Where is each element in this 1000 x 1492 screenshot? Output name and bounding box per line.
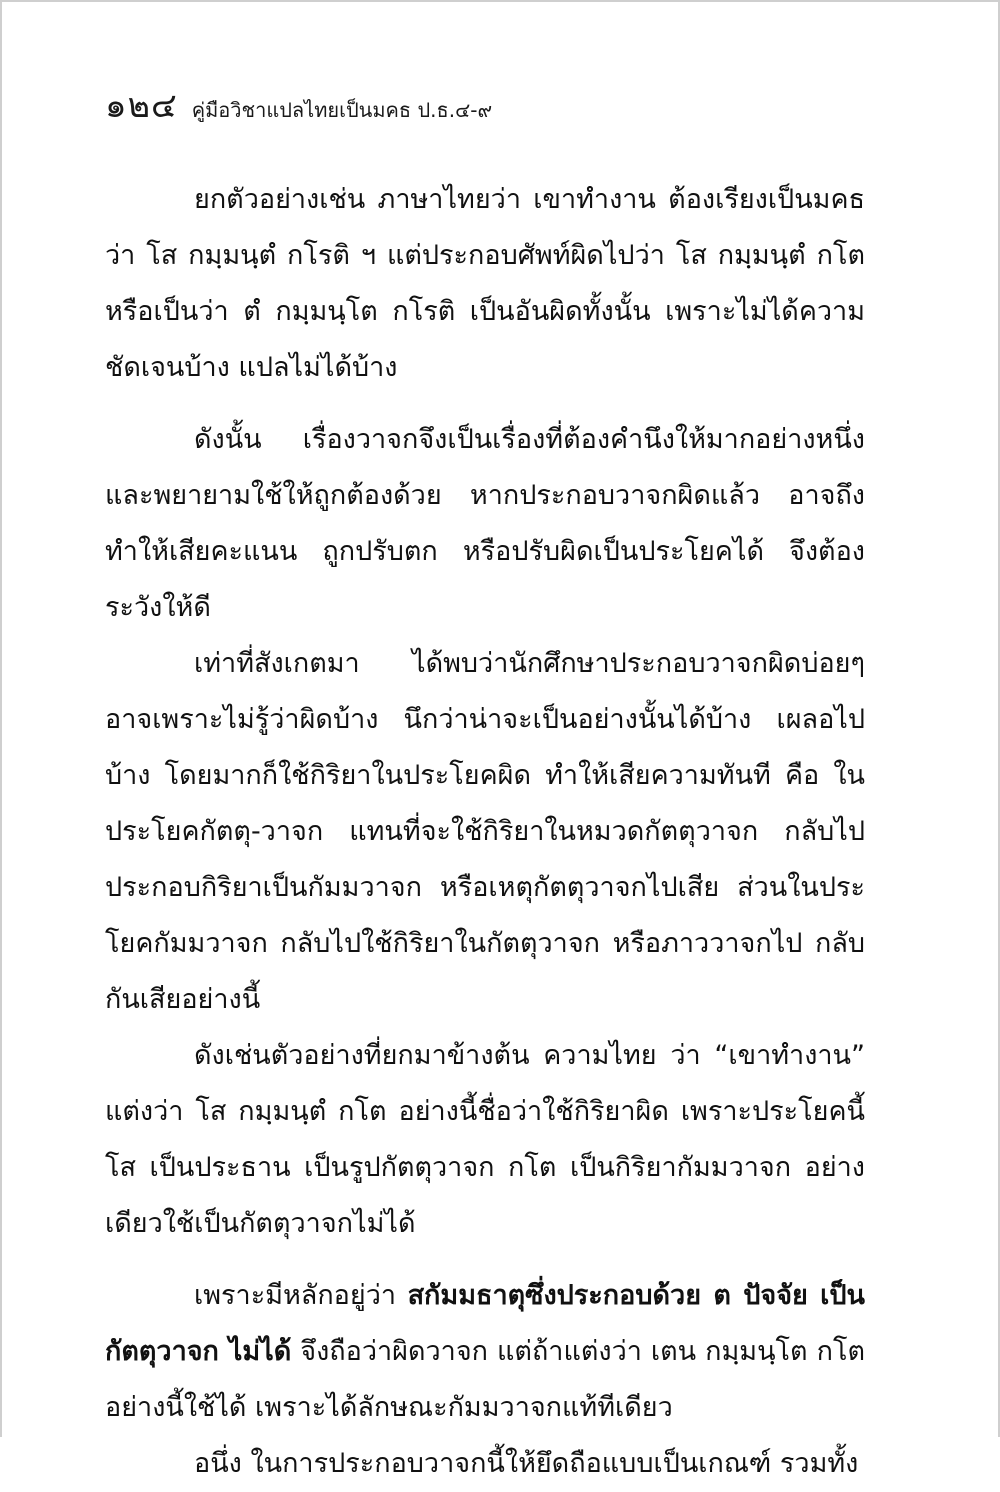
- paragraph-3: เท่าที่สังเกตมา ได้พบว่านักศึกษาประกอบวาจกผิดบ่อยๆ อาจเพราะไม่รู้ว่าผิดบ้าง นึกว่าน่าจะเป็นอย่างนั้นได้บ้าง เผลอไปบ้าง โดยมากก็ใช้กิริยาในประโยคผิด ทำให้เสียความทันที คือ ในประโยคกัตตุ-วาจก แทนที่จะใช้กิริยาในหมวดกัตตุวาจก กลับไปประกอบกิริยาเป็นกัมมวาจก หรือเหตุกัตตุวาจกไปเสีย ส่วนในประโยคกัมมวาจก กลับไปใช้กิริยาในกัตตุวาจก หรือภาววาจกไป กลับกันเสียอย่างนี้: [105, 648, 865, 1015]
- rule-emphasis: สกัมมธาตุซึ่งประกอบด้วย ต ปัจจัย เป็นกัตตุวาจก ไม่ได้: [105, 1280, 865, 1367]
- paragraph-6: อนึ่ง ในการประกอบวาจกนี้ให้ยึดถือแบบเป็นเกณฑ์ รวมทั้ง: [194, 1448, 859, 1479]
- page-number: ๑๒๔: [105, 86, 178, 126]
- paragraph-1: ยกตัวอย่างเช่น ภาษาไทยว่า เขาทำงาน ต้องเรียงเป็นมคธว่า โส กมฺมนฺตํ กโรติ ฯ แต่ประกอบศัพท์ผิดไปว่า โส กมฺมนฺตํ กโต หรือเป็นว่า ตํ กมฺมนฺโต กโรติ เป็นอันผิดทั้งนั้น เพราะไม่ได้ความชัดเจนบ้าง แปลไม่ได้บ้าง: [105, 184, 865, 383]
- paragraph-5: [105, 1268, 865, 1436]
- paragraph-5-lead: เพราะมีหลักอยู่ว่า: [194, 1280, 408, 1311]
- paragraph-4: ดังเช่นตัวอย่างที่ยกมาข้างต้น ความไทย ว่า “เขาทำงาน” แต่งว่า โส กมฺมนฺตํ กโต อย่างนี้ชื่อว่าใช้กิริยาผิด เพราะประโยคนี้ โส เป็นประธาน เป็นรูปกัตตุวาจก กโต เป็นกิริยากัมมวาจก อย่างเดียวใช้เป็นกัตตุวาจกไม่ได้: [105, 1040, 865, 1239]
- paragraph-5-tail: จึงถือว่าผิดวาจก แต่ถ้าแต่งว่า เตน กมฺมนฺโต กโต อย่างนี้ใช้ได้ เพราะได้ลักษณะกัมมวาจกแท้ทีเดียว: [105, 1336, 865, 1423]
- running-title: คู่มือวิชาแปลไทยเป็นมคธ ป.ธ.๔-๙: [191, 98, 493, 122]
- body-text: [105, 172, 865, 1492]
- paragraph-2: ดังนั้น เรื่องวาจกจึงเป็นเรื่องที่ต้องคำนึงให้มากอย่างหนึ่งและพยายามใช้ให้ถูกต้องด้วย หากประกอบวาจกผิดแล้ว อาจถึงทำให้เสียคะแนน ถูกปรับตก หรือปรับผิดเป็นประโยคได้ จึงต้องระวังให้ดี: [105, 424, 865, 623]
- page-header: [105, 78, 865, 128]
